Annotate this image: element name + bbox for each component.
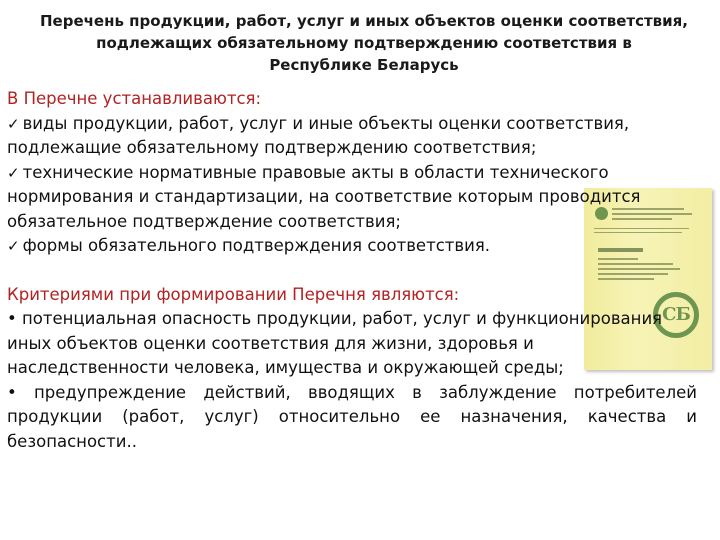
section2-item-1: • потенциальная опасность продукции, работ, услуг и функционирования иных объектов оценки соответствия для жизни, здоровья и наследственности человека, имущества и окружающей среды;: [7, 309, 663, 377]
title-line-1: Перечень продукции, работ, услуг и иных объектов оценки соответствия,: [40, 12, 688, 30]
checkmark-icon: ✓: [7, 163, 20, 182]
title-line-3: Республике Беларусь: [269, 56, 459, 74]
gb-logo-icon: СБ: [653, 292, 699, 338]
section1-item-2: ✓ технические нормативные правовые акты в области технического нормирования и стандартизации, на соответствие которым проводится обязательное подтверждение соответствия;: [7, 162, 641, 231]
section2-item-2: • предупреждение действий, вводящих в заблуждение потребителей продукции (работ, услуг) относительно ее назначения, качества и безопасности..: [7, 382, 698, 451]
section2-heading: Критериями при формировании Перечня являются:: [7, 284, 460, 304]
checkmark-icon: ✓: [7, 237, 20, 255]
title-line-2: подлежащих обязательному подтверждению соответствия в: [96, 34, 632, 52]
page-title: [40, 10, 688, 76]
checkmark-icon: ✓: [7, 114, 20, 133]
section1-item-3: ✓ формы обязательного подтверждения соответствия.: [7, 236, 491, 255]
section1-item-1: ✓ виды продукции, работ, услуг и иные объекты оценки соответствия, подлежащие обязательному подтверждению соответствия;: [7, 113, 630, 157]
content-body: [7, 87, 697, 454]
bullet-icon: •: [7, 382, 17, 402]
bullet-icon: •: [7, 309, 17, 328]
section1-heading: В Перечне устанавливаются:: [7, 89, 262, 108]
